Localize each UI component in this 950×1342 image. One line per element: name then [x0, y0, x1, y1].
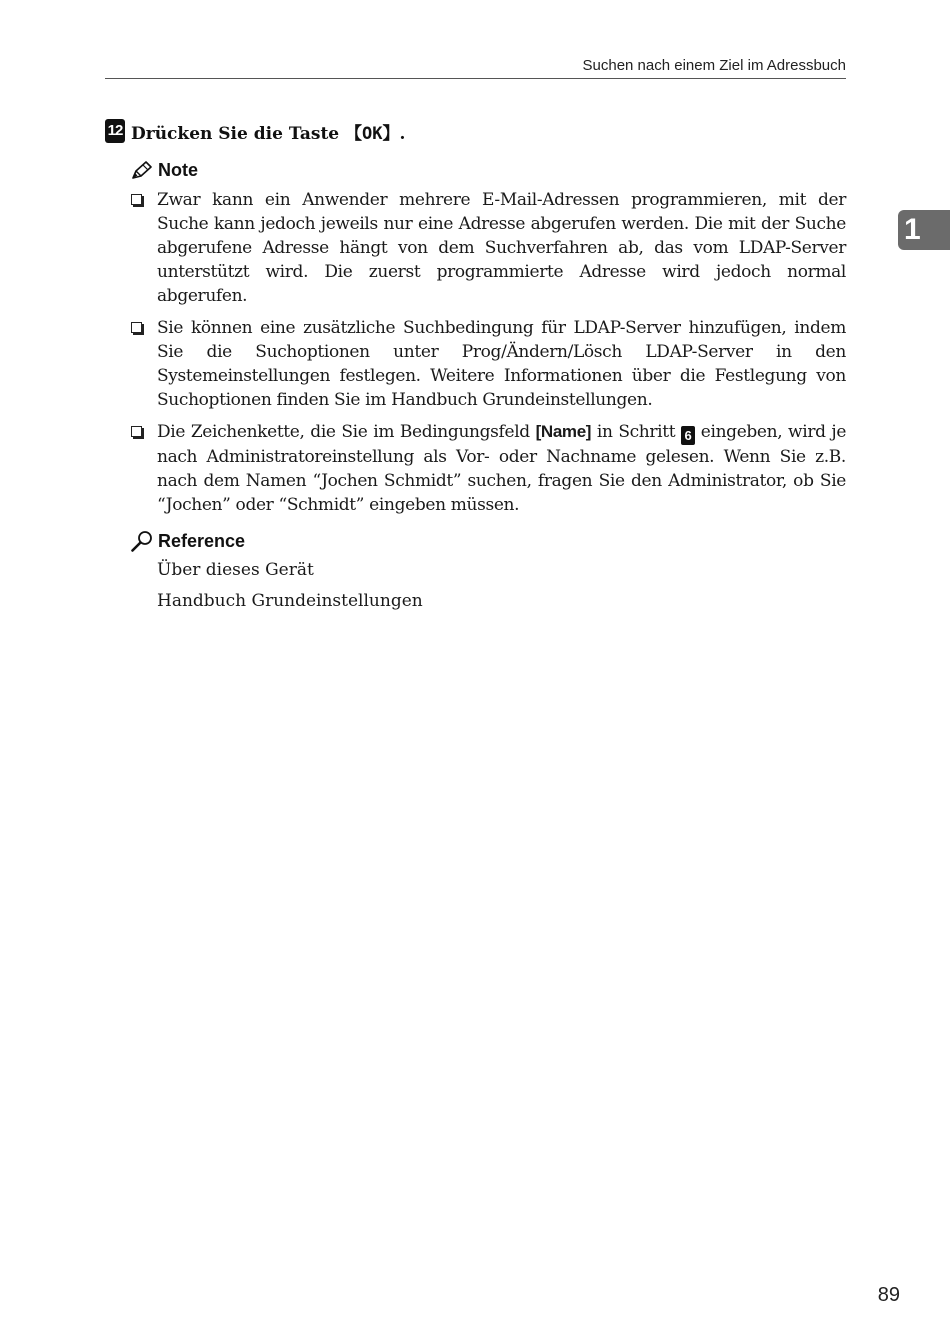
note-text-part: in Schritt	[596, 422, 676, 442]
note-item	[130, 420, 846, 517]
ok-key-label: 【OK】	[345, 123, 400, 144]
reference-heading-text: Reference	[158, 530, 246, 551]
note-item	[130, 316, 846, 412]
checkbox-bullet-icon	[131, 426, 142, 437]
note-item	[130, 188, 846, 308]
checkbox-bullet-icon	[131, 194, 142, 205]
reference-item: Handbuch Grundeinstellungen	[157, 591, 423, 611]
step-text-end: .	[399, 123, 406, 144]
note-text-part: Die Zeichenkette, die Sie im Bedingungsfeld	[157, 422, 530, 442]
step-reference-badge: 6	[681, 426, 695, 445]
chapter-tab	[898, 210, 950, 250]
note-text-part: eingeben, wird je nach Administratoreinstellung als Vor- oder Nachname gelesen. Wenn Sie z.B. nach dem Namen “Jochen Schmidt” suchen, fragen Sie den Administrator, ob Sie “Jochen” oder “Schmidt” eingeben müssen.	[157, 422, 847, 515]
note-text: Zwar kann ein Anwender mehrere E-Mail-Adressen programmieren, mit der Suche kann jedoch jeweils nur eine Adresse abgerufen werden. Die mit der Suche abgerufene Adresse hängt von dem Suchverfahren ab, das vom LDAP-Server unterstützt wird. Die zuerst programmierte Adresse wird jedoch normal abgerufen.	[157, 190, 846, 306]
step-text-main: Drücken Sie die Taste	[131, 123, 340, 144]
step-instruction	[105, 117, 405, 145]
reference-heading	[130, 530, 245, 552]
note-list	[130, 188, 846, 525]
note-heading-text: Note	[158, 160, 198, 180]
running-title: Suchen nach einem Ziel im Adressbuch	[582, 57, 846, 74]
magnifier-icon	[130, 530, 154, 552]
pencil-icon	[130, 161, 154, 181]
note-heading	[130, 160, 198, 181]
checkbox-bullet-icon	[131, 322, 142, 333]
reference-list	[157, 558, 423, 620]
step-number-badge: 12	[105, 119, 125, 143]
step-text	[131, 119, 405, 144]
running-header	[105, 56, 846, 79]
page-number: 89	[877, 1284, 900, 1306]
note-text: Sie können eine zusätzliche Suchbedingung für LDAP-Server hinzufügen, indem Sie die Suchoptionen unter Prog/Ändern/Lösch LDAP-Server in den Systemeinstellungen festlegen. Weitere Informationen über die Festlegung von Suchoptionen finden Sie im Handbuch Grundeinstellungen.	[157, 318, 846, 410]
note-text	[157, 420, 846, 517]
chapter-tab-label: 1	[904, 213, 921, 246]
reference-item: Über dieses Gerät	[157, 560, 314, 580]
name-key-label: [Name]	[535, 422, 592, 441]
